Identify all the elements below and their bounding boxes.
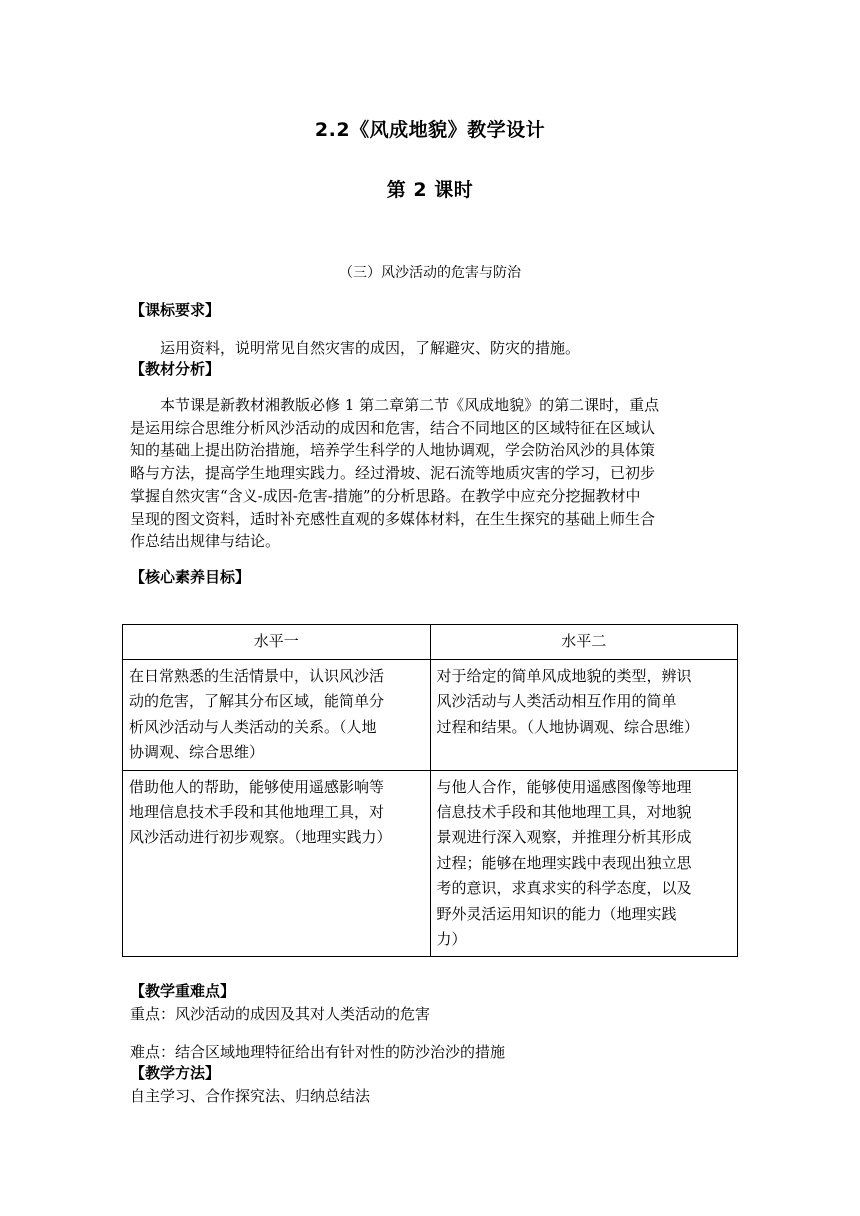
table-cell — [430, 660, 738, 771]
cell-text-line: 对于给定的简单风成地貌的类型，辨识 — [436, 667, 692, 685]
analysis-line: 是运用综合思维分析风沙活动的成因和危害，结合不同地区的区域特征在区域认 — [130, 418, 656, 437]
section-title: （三）风沙活动的危害与防治 — [339, 265, 521, 281]
cell-text-line: 信息技术手段和其他地理工具，对地貌 — [436, 803, 692, 822]
analysis-line: 略与方法，提高学生地理实践力。经过滑坡、泥石流等地质灾害的学习，已初步 — [130, 464, 656, 483]
table-cell — [123, 660, 431, 771]
document-title: 2.2《风成地貌》教学设计 — [314, 119, 546, 141]
cell-text-line: 风沙活动进行初步观察。（地理实践力） — [129, 828, 392, 847]
cell-text-line: 野外灵活运用知识的能力（地理实践 — [436, 904, 677, 923]
table-header-row — [123, 625, 738, 660]
cell-text-line: 过程；能够在地理实践中表现出独立思 — [436, 853, 692, 872]
column-header-level-2: 水平二 — [430, 625, 738, 660]
cell-text-line: 析风沙活动与人类活动的关系。（人地 — [129, 717, 377, 736]
cell-text-line: 景观进行深入观察，并推理分析其形成 — [436, 828, 692, 847]
literacy-goals-table — [122, 624, 738, 957]
analysis-line: 知的基础上提出防治措施，培养学生科学的人地协调观，学会防治风沙的具体策 — [130, 441, 656, 460]
cell-text-line: 地理信息技术手段和其他地理工具，对 — [129, 803, 385, 822]
table-cell — [430, 770, 738, 957]
cell-text-line: 风沙活动与人类活动相互作用的简单 — [436, 692, 677, 711]
analysis-line: 作总结出规律与结论。 — [130, 532, 281, 551]
key-point-difficulty: 难点：结合区域地理特征给出有针对性的防沙治沙的措施 — [130, 1043, 506, 1061]
lesson-number: 第 2 课时 — [386, 179, 474, 201]
curriculum-heading: 【课标要求】 — [130, 301, 221, 319]
analysis-paragraph — [130, 394, 740, 553]
methods-heading: 【教学方法】 — [130, 1064, 221, 1082]
analysis-heading: 【教材分析】 — [130, 360, 221, 378]
methods-text: 自主学习、合作探究法、归纳总结法 — [130, 1087, 371, 1105]
column-header-level-1: 水平一 — [123, 625, 431, 660]
cell-text-line: 在日常熟悉的生活情景中，认识风沙活 — [129, 667, 385, 685]
cell-text-line: 借助他人的帮助，能够使用遥感影响等 — [129, 777, 385, 796]
cell-text-line: 动的危害，了解其分布区域，能简单分 — [129, 692, 385, 711]
table-cell — [123, 770, 431, 957]
curriculum-text: 运用资料，说明常见自然灾害的成因，了解避灾、防灾的措施。 — [160, 339, 581, 357]
cell-text-line: 考的意识，求真求实的科学态度，以及 — [436, 879, 692, 898]
analysis-line: 呈现的图文资料，适时补充感性直观的多媒体材料，在生生探究的基础上师生合 — [130, 509, 656, 528]
table-row — [123, 770, 738, 957]
table-row — [123, 660, 738, 771]
key-points-heading: 【教学重难点】 — [130, 982, 236, 1000]
analysis-line: 本节课是新教材湘教版必修 1 第二章第二节《风成地貌》的第二课时，重点 — [160, 396, 660, 414]
cell-text-line: 协调观、综合思维） — [129, 743, 265, 762]
analysis-line: 掌握自然灾害“含义-成因-危害-措施”的分析思路。在教学中应充分挖掘教材中 — [130, 486, 641, 505]
literacy-heading: 【核心素养目标】 — [130, 568, 251, 586]
key-point-focus: 重点：风沙活动的成因及其对人类活动的危害 — [130, 1005, 431, 1023]
cell-text-line: 力） — [436, 930, 467, 949]
cell-text-line: 与他人合作，能够使用遥感图像等地理 — [436, 777, 692, 796]
cell-text-line: 过程和结果。（人地协调观、综合思维） — [436, 717, 700, 736]
